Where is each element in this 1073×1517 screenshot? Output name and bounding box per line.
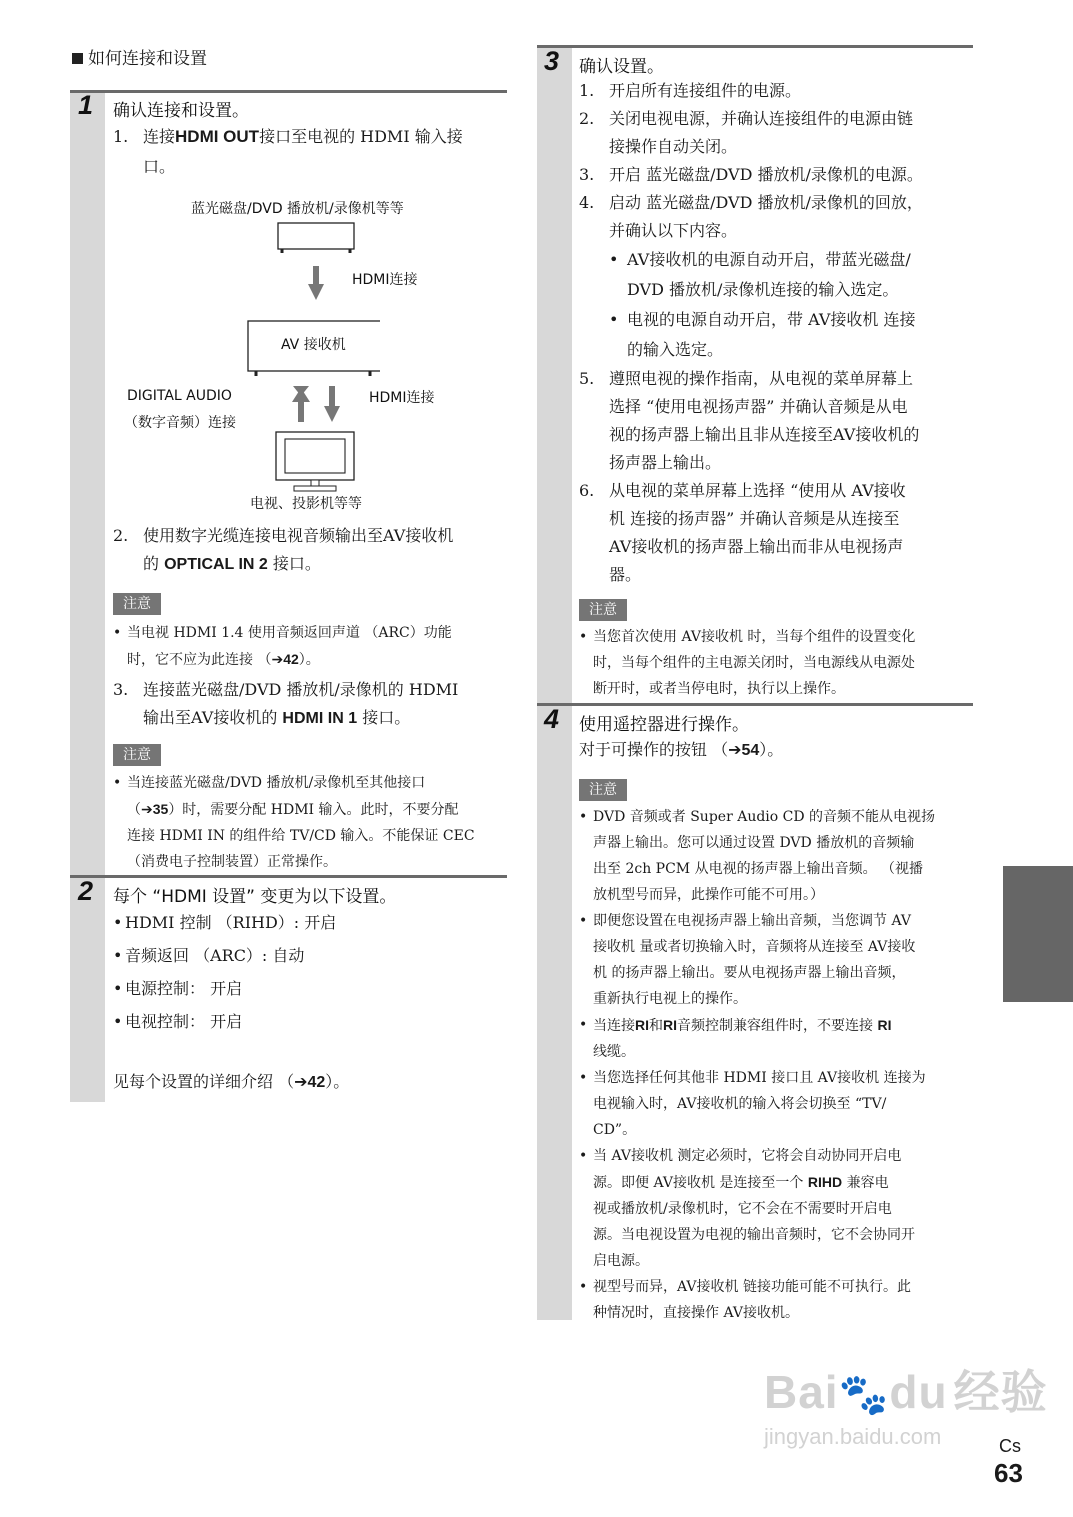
ri-logo-2: RI — [663, 1017, 677, 1033]
step2-gray-bar — [70, 878, 105, 1102]
step1-number: 1 — [78, 90, 94, 120]
step2-number: 2 — [78, 876, 94, 906]
step3-gray-bar — [537, 48, 572, 704]
square-bullet-icon — [72, 53, 83, 64]
step1-rule — [70, 90, 507, 93]
connection-diagram — [230, 218, 380, 518]
step1-item1: 1. 连接HDMI OUT接口至电视的 HDMI 输入接 口。 — [113, 127, 463, 176]
diagram-player-label: 蓝光磁盘/DVD 播放机/录像机等等 — [191, 201, 404, 217]
step4-line: 对于可操作的按钮 （➔54）。 — [579, 740, 784, 759]
down-arrow-icon — [308, 266, 324, 300]
note-label-2: 注意 — [113, 744, 161, 766]
diagram-digital-audio-sub: （数字音频）连接 — [124, 415, 236, 431]
side-tab — [1003, 866, 1073, 1002]
note-label-4: 注意 — [579, 779, 627, 801]
note-1: • 当电视 HDMI 1.4 使用音频返回声道 （ARC）功能 时，它不应为此连接 （➔42）。 — [113, 625, 452, 668]
note-label-1: 注意 — [113, 593, 161, 615]
step4-gray-bar — [537, 706, 572, 1320]
diagram-hdmi-label-1: HDMI连接 — [352, 272, 418, 288]
diagram-digital-audio-label: DIGITAL AUDIO — [127, 388, 232, 404]
step2-see-more: 见每个设置的详细介绍 （➔42）。 — [113, 1072, 350, 1091]
step1-gray-bar — [70, 92, 105, 876]
step2-settings: • HDMI 控制 （RIHD）: 开启 • 音频返回 （ARC）: 自动 • 电源控制： 开启 • 电视控制： 开启 — [113, 913, 337, 1031]
step1-title: 确认连接和设置。 — [113, 101, 249, 121]
note-3: • 当您首次使用 AV接收机 时，当每个组件的设置变化 时，当每个组件的主电源关闭时，当电源线从电源处 断开时，或者当停电时，执行以上操作。 — [579, 629, 916, 697]
step4-number: 4 — [544, 704, 560, 734]
section-title: 如何连接和设置 — [72, 44, 207, 69]
bd-player-icon — [278, 223, 354, 253]
language-code: Cs — [999, 1436, 1021, 1456]
diagram-hdmi-label-2: HDMI连接 — [369, 390, 435, 406]
up-arrow-icon — [292, 386, 310, 422]
step2-title: 每个 “HDMI 设置” 变更为以下设置。 — [113, 887, 397, 907]
diagram-receiver-label: AV 接收机 — [281, 337, 346, 353]
ri-logo-3: RI — [877, 1017, 892, 1033]
baidu-watermark: Bai🐾du 经验 jingyan.baidu.com — [764, 1366, 1048, 1449]
step3-title: 确认设置。 — [579, 57, 664, 77]
step4-title: 使用遥控器进行操作。 — [579, 715, 749, 735]
step3-rule — [537, 45, 973, 48]
step2-rule — [70, 875, 507, 878]
note-4: • DVD 音频或者 Super Audio CD 的音频不能从电视扬 声器上输出。您可以通过设置 DVD 播放机的音频输 出至 2ch PCM 从电视的扬声器上输出音频。 （视播 放机型号而异，此操作可能不可用。） • 即便您设置在电视扬声器上输出音频，当您调节 AV 接收机 量或者切换输入时，音频将从连接至 AV接收 机 的扬声器上输出。要从电视扬声器上输出音频， 重新执行电视上的操作。 • 当连接RI和RI音频控制兼容组件时，不要连接 RI 线缆。 • 当您选择任何其他非 HDMI 接口且 AV接收机 连接为 电视输入时，AV接收机的输入将会切换至 “TV/ CD”。 • 当 AV接收机 测定必须时，它将会自动协同开启电 源。即便 AV接收机 是连接至一个 RIHD 兼容电 视或播放机/录像机时，它不会在不需要时开启电 源。当电视设置为电视的输出音频时，它不会协同开 启电源。 • 视型号而异，AV接收机 链接功能可能不可执行。此 种情况时，直接操作 AV接收机。 — [579, 809, 936, 1321]
rihd-logo: RIHD — [807, 1174, 843, 1190]
paw-icon: 🐾 — [838, 1373, 890, 1417]
diagram-tv-label: 电视、投影机等等 — [250, 496, 362, 512]
down-arrow-icon-2 — [324, 386, 340, 422]
step1-item2: 2. 使用数字光缆连接电视音频输出至AV接收机 的 OPTICAL IN 2 接口。 — [113, 526, 454, 573]
ri-logo: RI — [635, 1017, 649, 1033]
step4-rule — [537, 703, 973, 706]
step1-item3: 3. 连接蓝光磁盘/DVD 播放机/录像机的 HDMI 输出至AV接收机的 HDMI IN 1 接口。 — [113, 680, 459, 727]
step3-number: 3 — [544, 46, 560, 76]
step3-list: 1. 开启所有连接组件的电源。 2. 关闭电视电源，并确认连接组件的电源由链 接操作自动关闭。 3. 开启 蓝光磁盘/DVD 播放机/录像机的电源。 4. 启动 蓝光磁盘/DVD 播放机/录像机的回放， 并确认以下内容。 • AV接收机的电源自动开启，带蓝光磁盘/ DVD 播放机/录像机连接的输入选定。 • 电视的电源自动开启，带 AV接收机 连接 的输入选定。 5. 遵照电视的操作指南，从电视的菜单屏幕上 选择 “使用电视扬声器” 并确认音频是从电 视的扬声器上输出且非从连接至AV接收机的 扬声器上输出。 6. 从电视的菜单屏幕上选择 “使用从 AV接收 机 连接的扬声器” 并确认音频是从连接至 AV接收机的扬声器上输出而非从电视扬声 器。 — [579, 81, 923, 584]
tv-icon — [276, 432, 354, 491]
note-label-3: 注意 — [579, 599, 627, 621]
page-number: 63 — [994, 1458, 1023, 1488]
note-2: • 当连接蓝光磁盘/DVD 播放机/录像机至其他接口 （➔35）时，需要分配 HDMI 输入。此时，不要分配 连接 HDMI IN 的组件给 TV/CD 输入。不能保证 CEC （消费电子控制装置）正常操作。 — [113, 775, 475, 870]
